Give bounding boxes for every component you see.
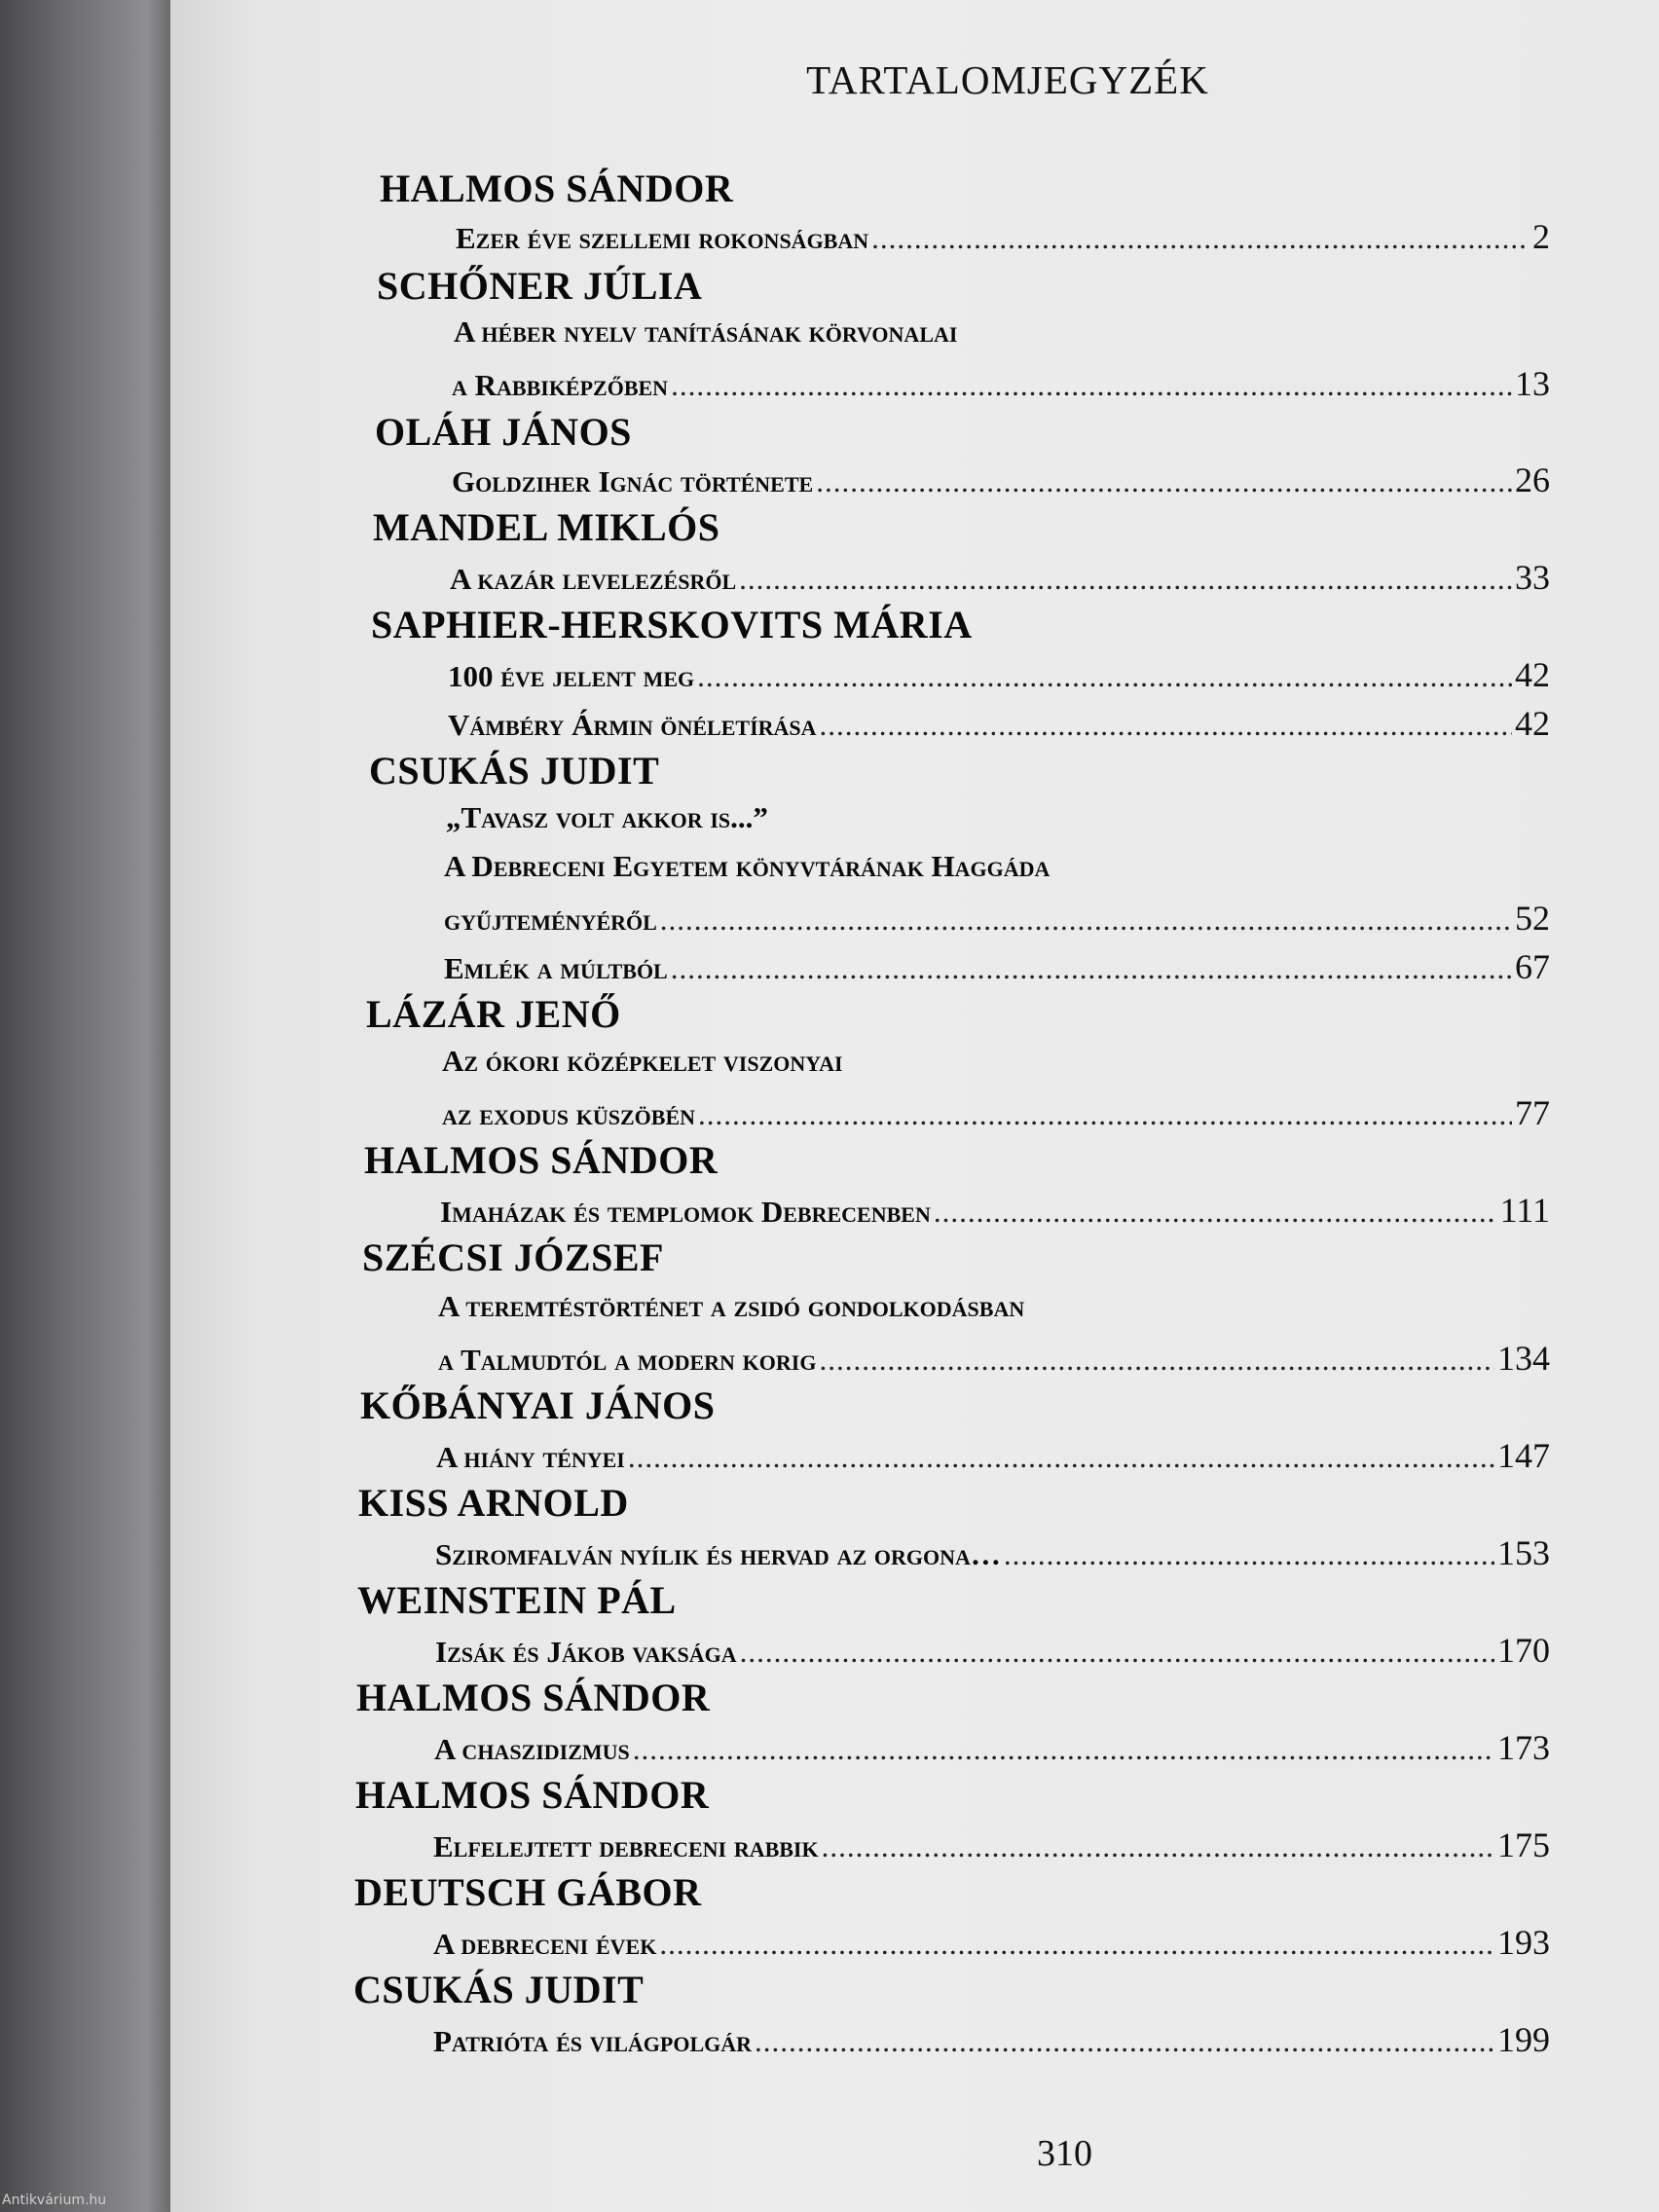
toc-entry-title: Patrióta és világpolgár (433, 2024, 752, 2058)
toc-author: HALMOS SÁNDOR (355, 1773, 710, 1817)
toc-entry-page: 153 (1497, 1533, 1550, 1572)
toc-leader-dots (1004, 1537, 1494, 1572)
toc-entry-title: Ezer éve szellemi rokonságban (456, 221, 869, 255)
toc-entry-title: A héber nyelv tanításának körvonalai (454, 314, 958, 349)
toc-author: OLÁH JÁNOS (375, 410, 632, 454)
toc-entry-page: 33 (1515, 558, 1550, 597)
toc-author: WEINSTEIN PÁL (357, 1578, 677, 1622)
toc-author: DEUTSCH GÁBOR (354, 1870, 702, 1914)
toc-entry[interactable] (438, 1338, 1550, 1379)
toc-leader-dots (628, 1440, 1494, 1475)
toc-entry-page: 175 (1497, 1825, 1550, 1864)
toc-entry[interactable] (452, 460, 1550, 500)
toc-entry[interactable] (452, 363, 1550, 404)
toc-leader-dots (659, 1927, 1494, 1962)
toc-entry[interactable] (450, 557, 1550, 598)
toc-entry[interactable] (433, 1922, 1550, 1963)
toc-entry-page: 134 (1497, 1339, 1550, 1378)
toc-entry-page: 42 (1515, 704, 1550, 743)
toc-author: CSUKÁS JUDIT (369, 749, 660, 793)
toc-entry[interactable] (435, 1630, 1550, 1671)
toc-entry-title: a Talmudtól a modern korig (438, 1343, 817, 1377)
toc-author: LÁZÁR JENŐ (366, 992, 621, 1036)
toc-entry-page: 111 (1499, 1191, 1550, 1230)
toc-author: MANDEL MIKLÓS (373, 505, 720, 549)
toc-title: TARTALOMJEGYZÉK (806, 57, 1209, 102)
toc-author: HALMOS SÁNDOR (356, 1676, 711, 1719)
toc-entry-title: Emlék a múltból (444, 951, 668, 985)
toc-entry-title: 100 éve jelent meg (448, 659, 695, 693)
toc-entry-title: gyűjteményéről (444, 903, 657, 937)
toc-leader-dots (660, 903, 1512, 938)
toc-entry-page: 42 (1515, 655, 1550, 694)
toc-entry-title: A hiány tényei (436, 1440, 625, 1474)
toc-leader-dots (816, 464, 1512, 499)
toc-entry-continued (438, 1289, 1550, 1324)
toc-entry-title: Elfelejtett debreceni rabbik (433, 1829, 819, 1863)
toc-entry[interactable] (442, 1092, 1550, 1133)
book-spine (0, 0, 170, 2212)
toc-author: SAPHIER-HERSKOVITS MÁRIA (371, 603, 973, 646)
toc-entry[interactable] (434, 1727, 1550, 1768)
toc-entry[interactable] (436, 1435, 1550, 1476)
toc-entry-title: Vámbéry Ármin önéletírása (448, 708, 817, 742)
toc-entry-title: Az ókori középkelet viszonyai (442, 1044, 843, 1078)
toc-entry-page: 199 (1497, 2020, 1550, 2059)
page-number: 310 (1037, 2133, 1092, 2174)
toc-leader-dots (697, 659, 1512, 694)
toc-entry[interactable] (444, 898, 1550, 939)
toc-entry-title: A teremtéstörténet a zsidó gondolkodásban (438, 1289, 1025, 1323)
toc-entry[interactable] (440, 1190, 1550, 1231)
watermark-text: Antikvárium.hu (2, 2193, 107, 2208)
toc-leader-dots (871, 221, 1530, 256)
toc-entry-continued (444, 849, 1550, 884)
toc-leader-dots (755, 2024, 1494, 2059)
toc-entry-continued (454, 314, 1550, 350)
toc-leader-dots (633, 1732, 1494, 1767)
toc-leader-dots (671, 368, 1512, 403)
toc-entry[interactable] (433, 2019, 1550, 2060)
toc-leader-dots (820, 708, 1512, 743)
toc-entry-title: „Tavasz volt akkor is...” (446, 800, 768, 834)
gutter-shadow (146, 0, 173, 2212)
toc-leader-dots (671, 951, 1512, 986)
toc-entry-title: Sziromfalván nyílik és hervad az orgona… (435, 1537, 1001, 1571)
toc-leader-dots (698, 1097, 1512, 1132)
toc-entry-title: a Rabbiképzőben (452, 368, 669, 402)
toc-author: SCHŐNER JÚLIA (377, 264, 703, 308)
toc-entry-page: 67 (1515, 947, 1550, 986)
toc-entry[interactable] (448, 654, 1550, 695)
toc-leader-dots (934, 1195, 1497, 1230)
toc-entry-title: A chaszidizmus (434, 1732, 630, 1766)
toc-entry[interactable] (444, 946, 1550, 987)
toc-entry-continued (446, 800, 1550, 835)
book-page (170, 0, 1659, 2212)
toc-entry-page: 13 (1515, 364, 1550, 403)
toc-author: KISS ARNOLD (358, 1481, 629, 1525)
toc-entry[interactable] (456, 216, 1550, 257)
toc-entry-page: 170 (1497, 1631, 1550, 1670)
toc-entry-title: A kazár levelezésről (450, 562, 737, 596)
toc-author: CSUKÁS JUDIT (353, 1968, 645, 2011)
toc-entry-title: A debreceni évek (433, 1927, 657, 1961)
toc-entry[interactable] (433, 1825, 1550, 1865)
toc-leader-dots (822, 1829, 1494, 1864)
toc-entry[interactable] (448, 703, 1550, 744)
toc-entry-title: az exodus küszöbén (442, 1097, 696, 1131)
toc-author: HALMOS SÁNDOR (380, 166, 734, 210)
toc-leader-dots (819, 1343, 1494, 1378)
toc-leader-dots (740, 1635, 1494, 1670)
toc-entry-page: 52 (1515, 899, 1550, 938)
toc-entry-title: Goldziher Ignác története (452, 464, 814, 498)
toc-entry[interactable] (435, 1532, 1550, 1573)
toc-entry-page: 173 (1497, 1728, 1550, 1767)
toc-entry-title: Izsák és Jákob vaksága (435, 1635, 737, 1669)
toc-entry-continued (442, 1044, 1550, 1079)
toc-author: KŐBÁNYAI JÁNOS (360, 1383, 716, 1427)
toc-author: SZÉCSI JÓZSEF (362, 1235, 664, 1279)
toc-entry-page: 147 (1497, 1436, 1550, 1475)
toc-entry-page: 193 (1497, 1923, 1550, 1962)
toc-entry-page: 26 (1515, 461, 1550, 499)
toc-entry-title: Imaházak és templomok Debrecenben (440, 1195, 931, 1229)
toc-entry-page: 2 (1532, 217, 1550, 256)
toc-entry-title: A Debreceni Egyetem könyvtárának Haggáda (444, 849, 1051, 883)
toc-entry-page: 77 (1515, 1093, 1550, 1132)
toc-author: HALMOS SÁNDOR (364, 1138, 719, 1182)
toc-leader-dots (739, 562, 1512, 597)
